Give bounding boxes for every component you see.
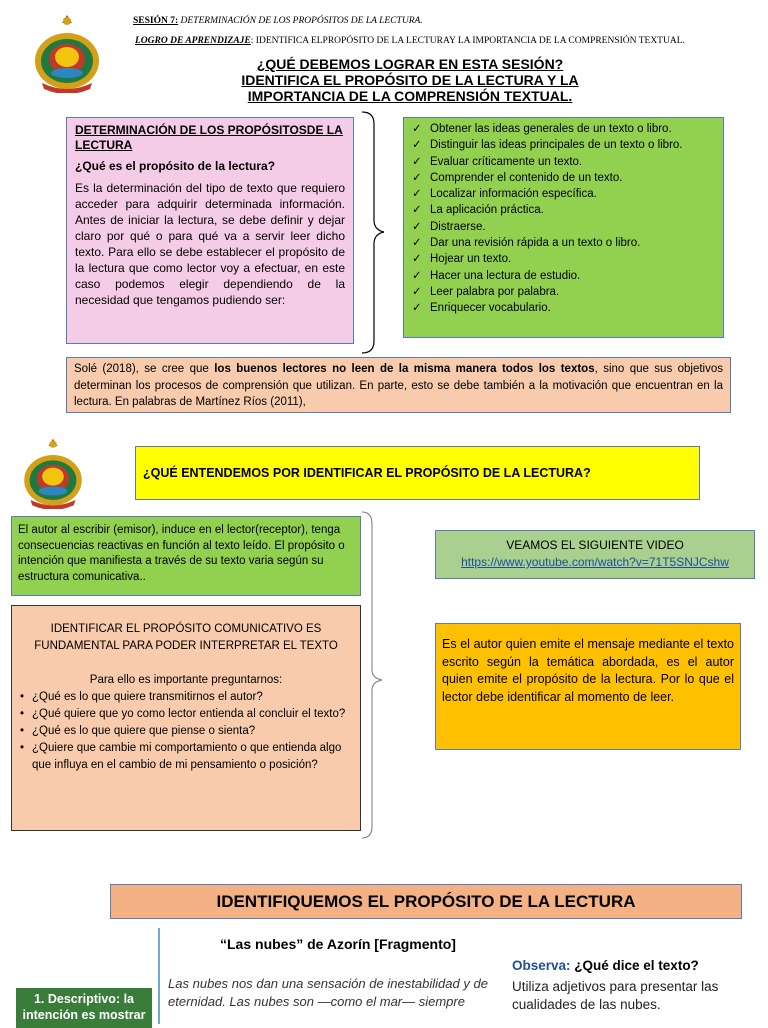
purpose-text: Leer palabra por palabra. (430, 285, 560, 298)
session-text: DETERMINACIÓN DE LOS PROPÓSITOS DE LA LECTURA. (178, 16, 423, 26)
check-icon: ✓ (412, 123, 422, 135)
communicative-purpose-box (11, 605, 361, 831)
questions-list (20, 689, 352, 774)
session-header (133, 16, 423, 26)
question-banner: ¿QUÉ ENTENDEMOS POR IDENTIFICAR EL PROPÓSITO DE LA LECTURA? (135, 446, 700, 500)
video-link[interactable]: https://www.youtube.com/watch?v=71T5SNJCshw (461, 555, 729, 569)
observe-heading (512, 958, 699, 973)
observe-body: Utiliza adjetivos para presentar las cualidades de las nubes. (512, 979, 719, 1012)
main-title (190, 56, 630, 104)
purpose-text: Obtener las ideas generales de un texto o libro. (430, 123, 672, 135)
purpose-text: Comprender el contenido de un texto. (430, 171, 623, 184)
author-intent-box: El autor al escribir (emisor), induce en el lector(receptor), tenga consecuencias reactivas en función al texto leído. El propósito o intención que manifiesta a través de su texto varia según su estructura comunicativa.. (11, 516, 361, 596)
purpose-definition-box (66, 117, 354, 344)
purpose-text: Evaluar críticamente un texto. (430, 155, 583, 168)
purpose-item (412, 235, 717, 251)
video-title: VEAMOS EL SIGUIENTE VIDEO (506, 538, 684, 552)
question-item: • ¿Qué quiere que yo como lector entienda al concluir el texto? (32, 706, 352, 723)
purposes-list (412, 121, 717, 317)
video-box (435, 530, 755, 579)
school-crest-icon (32, 13, 102, 98)
logro-header (135, 36, 685, 46)
check-icon: ✓ (412, 171, 422, 184)
sole-bold: los buenos lectores no leen de la misma manera todos los textos (214, 363, 595, 375)
school-crest-icon (16, 437, 90, 514)
logro-text: : IDENTIFICA ELPROPÓSITO DE LA LECTURAY LA IMPORTANCIA DE LA COMPRENSIÓN TEXTUAL. (250, 36, 685, 46)
sole-quote-box (66, 357, 731, 413)
session-label: SESIÓN 7: (133, 16, 179, 26)
communicative-heading: IDENTIFICAR EL PROPÓSITO COMUNICATIVO ES FUNDAMENTAL PARA PODER INTERPRETAR EL TEXTO (34, 623, 338, 652)
purpose-item (412, 137, 717, 153)
purpose-question: ¿Qué es el propósito de la lectura? (75, 159, 276, 173)
purpose-item (412, 284, 717, 300)
check-icon: ✓ (412, 220, 422, 233)
purpose-item (412, 170, 717, 186)
check-icon: ✓ (412, 139, 422, 152)
example-title: “Las nubes” de Azorín [Fragmento] (220, 936, 456, 952)
purpose-item (412, 300, 717, 316)
purpose-text: La aplicación práctica. (430, 204, 544, 217)
purpose-text: Localizar información específica. (430, 188, 597, 201)
purpose-item (412, 186, 717, 202)
question-item: • ¿Quiere que cambie mi comportamiento o que entienda algo que influya en el cambio de mi pensamiento o posición? (32, 740, 352, 774)
sole-pre: Solé (2018), se cree que (74, 363, 215, 375)
sole-post: , sino que sus objetivos determinan los procesos de comprensión que utilizan. En parte, esto se debe también a la motivación que encuentran en la lectura. En palabras de Martínez Ríos (2011), (74, 363, 724, 408)
question-item: • ¿Qué es lo que quiere que piense o sienta? (32, 723, 352, 740)
descriptive-type-label: 1. Descriptivo: la intención es mostrar (16, 988, 152, 1028)
questions-intro: Para ello es importante preguntarnos: (89, 674, 283, 686)
purpose-body: Es la determinación del tipo de texto que requiero acceder para adquirir determinada información. Antes de iniciar la lectura, se debe definir y dejar claro por qué o para qué va a servir leer dicho texto. Para ello se debe establecer el propósito de la lectura que como lector voy a efectuar, en este caso podemos elegir dependiendo de la necesidad que tengamos pudiendo ser: (75, 181, 345, 307)
observe-label: Observa: (512, 958, 571, 973)
purpose-item (412, 268, 717, 284)
question-item: • ¿Qué es lo que quiere transmitirnos el autor? (32, 689, 352, 706)
check-icon: ✓ (412, 155, 422, 168)
divider (158, 928, 160, 1024)
main-title-line1: ¿QUÉ DEBEMOS LOGRAR EN ESTA SESIÓN? (256, 56, 564, 72)
check-icon: ✓ (412, 302, 422, 315)
curly-bracket (360, 510, 390, 840)
purpose-item (412, 202, 717, 218)
purpose-heading: DETERMINACIÓN DE LOS PROPÓSITOSDE LA LECTURA (75, 123, 343, 152)
logro-label: LOGRO DE APRENDIZAJE (135, 36, 251, 46)
author-message-box: Es el autor quien emite el mensaje mediante el texto escrito según la temática abordada, es el autor quien emite el propósito de la lectura. Por lo que el lector debe identificar al momento de leer. (435, 623, 741, 750)
purposes-list-box (403, 117, 724, 338)
purpose-text: Enriquecer vocabulario. (430, 302, 551, 315)
main-title-line2: IDENTIFICA EL PROPÓSITO DE LA LECTURA Y LA (241, 72, 579, 88)
purpose-item (412, 154, 717, 170)
check-icon: ✓ (412, 285, 422, 298)
purpose-item (412, 251, 717, 267)
curly-bracket (360, 110, 390, 355)
purpose-text: Hojear un texto. (430, 253, 512, 266)
purpose-text: Hacer una lectura de estudio. (430, 269, 581, 282)
purpose-item (412, 219, 717, 235)
check-icon: ✓ (412, 188, 422, 201)
observe-question: ¿Qué dice el texto? (570, 958, 699, 973)
check-icon: ✓ (412, 253, 422, 266)
purpose-text: Distinguir las ideas principales de un texto o libro. (430, 139, 683, 152)
identify-banner: IDENTIFIQUEMOS EL PROPÓSITO DE LA LECTURA (110, 884, 742, 919)
purpose-text: Distraerse. (430, 220, 486, 233)
check-icon: ✓ (412, 269, 422, 282)
purpose-text: Dar una revisión rápida a un texto o libro. (430, 237, 641, 250)
check-icon: ✓ (412, 237, 422, 250)
purpose-item (412, 121, 717, 137)
example-body: Las nubes nos dan una sensación de inestabilidad y de eternidad. Las nubes son —como el mar— siempre (168, 976, 488, 1009)
main-title-line3: IMPORTANCIA DE LA COMPRENSIÓN TEXTUAL. (247, 88, 573, 104)
check-icon: ✓ (412, 204, 422, 217)
